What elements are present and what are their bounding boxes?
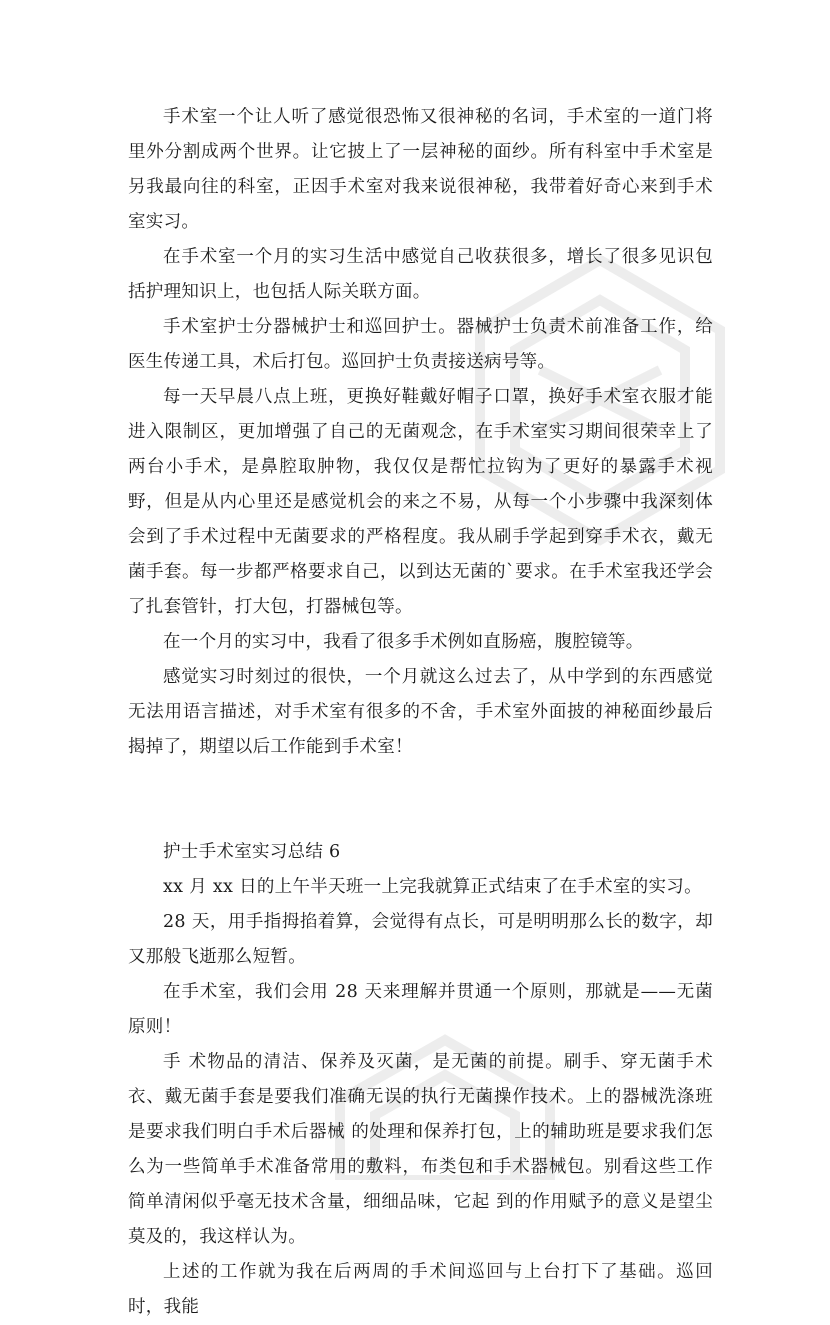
paragraph: 感觉实习时刻过的很快，一个月就这么过去了，从中学到的东西感觉无法用语言描述，对手术室有很多的不舍，手术室外面披的神秘面纱最后揭掉了，期望以后工作能到手术室！ [128, 667, 713, 757]
document-body [128, 100, 713, 1325]
paragraph: 在手术室，我们会用 28 天来理解并贯通一个原则，那就是——无菌原则！ [128, 982, 713, 1037]
paragraph: 手术室护士分器械护士和巡回护士。器械护士负责术前准备工作，给医生传递工具，术后打包。巡回护士负责接送病号等。 [128, 317, 713, 372]
section-title: 护士手术室实习总结 6 [163, 842, 341, 862]
paragraph: 每一天早晨八点上班，更换好鞋戴好帽子口罩，换好手术室衣服才能进入限制区，更加增强了自己的无菌观念，在手术室实习期间很荣幸上了两台小手术，是鼻腔取肿物，我仅仅是帮忙拉钩为了更好的暴露手术视野，但是从内心里还是感觉机会的来之不易，从每一个小步骤中我深刻体会到了手术过程中无菌要求的严格程度。我从刷手学起到穿手术衣，戴无菌手套。每一步都严格要求自己，以到达无菌的`要求。在手术室我还学会了扎套管针，打大包，打器械包等。 [128, 387, 713, 617]
paragraph: 手 术物品的清洁、保养及灭菌，是无菌的前提。刷手、穿无菌手术衣、戴无菌手套是要我们准确无误的执行无菌操作技术。上的器械洗涤班是要求我们明白手术后器械 的处理和保养打包，上的辅助班是要求我们怎么为一些简单手术准备常用的敷料，布类包和手术器械包。别看这些工作简单清闲似乎毫无技术含量，细细品味，它起 到的作用赋予的意义是望尘莫及的，我这样认为。 [128, 1052, 713, 1247]
section-gap [128, 765, 713, 835]
paragraph: 上述的工作就为我在后两周的手术间巡回与上台打下了基础。巡回时，我能 [128, 1262, 713, 1317]
paragraph: xx 月 xx 日的上午半天班一上完我就算正式结束了在手术室的实习。 [163, 877, 702, 897]
paragraph: 手术室一个让人听了感觉很恐怖又很神秘的名词，手术室的一道门将里外分割成两个世界。让它披上了一层神秘的面纱。所有科室中手术室是另我最向往的科室，正因手术室对我来说很神秘，我带着好奇心来到手术室实习。 [128, 107, 713, 232]
paragraph: 28 天，用手指拇掐着算，会觉得有点长，可是明明那么长的数字，却又那般飞逝那么短暂。 [128, 912, 713, 967]
paragraph: 在手术室一个月的实习生活中感觉自己收获很多，增长了很多见识包括护理知识上，也包括人际关联方面。 [128, 247, 713, 302]
paragraph: 在一个月的实习中，我看了很多手术例如直肠癌，腹腔镜等。 [163, 632, 644, 652]
